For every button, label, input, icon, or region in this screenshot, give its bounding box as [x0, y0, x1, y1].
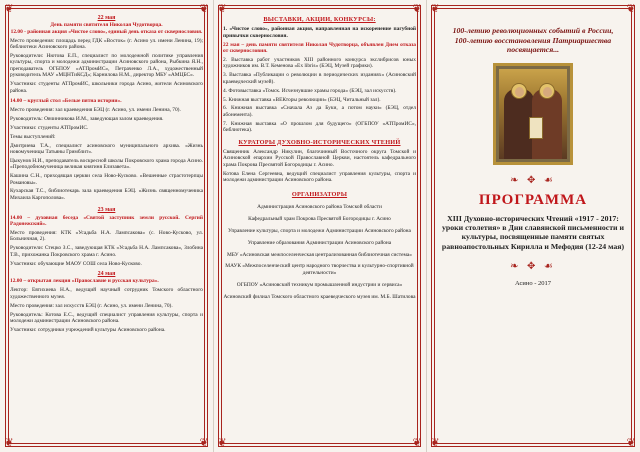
organizer-item: Асиновский филиал Томского областного краеведческого музея им. М.Б. Шатилова — [223, 293, 416, 300]
list-item: 5. Книжная выставка «ВЕКторы революции» (БЭЦ, Читальный зал). — [223, 96, 381, 103]
organizer-item: Администрация Асиновского района Томской области — [257, 203, 382, 210]
event-text: Участники: обучающие МАОУ СОШ села Ново-Кусково. — [10, 260, 142, 267]
event-title: 12.00 - районная акция «Чистое слово», единый день отказа от сквернословия. — [10, 28, 203, 35]
list-item: 7. Книжная выставка «О прошлом для будущего» (ОГБПОУ «АТПромИС», библиотека). — [223, 120, 416, 134]
event-text: Руководители: Стецко З.С., заведующая КТК «Усадьба Н.А. Лампсакова», Злобина Т.В., прихожанка Покровского храма г. Асино. — [10, 245, 203, 258]
corner-ornament-icon: ❦ — [430, 437, 440, 449]
list-item: 2. Выставка работ участников XIII районного конкурса экслибрисов юных художников им. В.Т. Кеменова «Ex libris» (БЭЦ, Музей графики). — [223, 57, 416, 70]
list-item: 22 мая – день памяти святителя Николая Чудотворца, объявлен Днем отказа от сквернословия. — [223, 41, 416, 55]
event-title: 12.00 – открытая лекция «Православие и русская культура». — [10, 278, 159, 285]
list-item: 6. Книжная выставка «Сначала Аз да Буки, а потом науки» (БЭЦ, отдел абонемента). — [223, 105, 416, 118]
list-item: 3. Выставка «Публикации о революции в периодических изданиях» (Асиновский краеведческий музей). — [223, 72, 416, 85]
event-title: День памяти святителя Николая Чудотворца. — [50, 22, 163, 29]
corner-ornament-icon: ❦ — [4, 437, 14, 449]
dedication-line: 100-летию революционных событий в России, — [452, 26, 614, 35]
ornament-divider-icon: ❧ ✥ ☙ — [510, 261, 556, 273]
corner-ornament-icon: ❦ — [626, 437, 636, 449]
event-text: Лектор: Евтихиева Н.А., ведущий научный сотрудник Томского областного художественного музея. — [10, 287, 203, 300]
event-text: Участники: сотрудники учреждений культуры Асиновского района. — [10, 326, 166, 333]
event-text: Кашина С.Н., приходящая церкви села Ново-Кусково. «Вешенные страстотерпцы Романовы». — [10, 173, 203, 186]
left-panel — [0, 0, 213, 452]
face — [543, 87, 552, 97]
event-text: Руководители: Нютова Е.П., специалист по молодежной политике управления культуры, спорта и молодежи администрации Асиновского района, Рыбкина Я.Н., преподаватель ОГБПОУ «АТПромИС», Петраченко Л.А., художественный руководитель МАУ «МЦНТиКСД»; Карнилова Н.М., директор МБУ «АМЦБС». — [10, 53, 203, 79]
event-text: Участники: студенты АТПромИС. — [10, 124, 89, 131]
section-heading: ВЫСТАВКИ, АКЦИИ, КОНКУРСЫ: — [263, 16, 376, 23]
event-text: Место проведения: зал краеведения БЭЦ (г. Асино, ул. имени Ленина, 70). — [10, 106, 181, 113]
dedication — [436, 26, 630, 55]
event-text: Руководитель: Котова Е.С., ведущий специалист управления культуры, спорта и молодежи администрации Асиновского района. — [10, 311, 203, 324]
event-title: 14.00 – круглый стол «Белые пятна истории». — [10, 97, 122, 104]
dedication-line: посвящается... — [506, 45, 560, 54]
section-heading: КУРАТОРЫ ДУХОВНО-ИСТОРИЧЕСКИХ ЧТЕНИЙ — [238, 138, 401, 146]
organizer-item: ОГБПОУ «Асиновский техникум промышленной индустрии и сервиса» — [236, 281, 403, 288]
middle-content — [223, 17, 416, 300]
event-text: Цыкунов Н.И., преподаватель воскресной школы Покровского храма города Асино. «Преподобномученица великая княгиня Елизавета». — [10, 157, 203, 171]
list-item: 1. «Чистое слово», районная акция, направленная на искоренение пагубной привычки сквернословия. — [223, 26, 416, 39]
saints-icon-image — [493, 63, 573, 165]
scroll-icon — [529, 117, 543, 139]
organizer-item: МБУ «Асиновская межпоселенческая централизованная библиотечная система» — [227, 251, 412, 258]
ornament-divider-icon: ❧ ✥ ☙ — [510, 174, 556, 186]
cover-panel — [426, 0, 640, 452]
organizer-item: Кафедральный храм Покрова Пресвятой Богородицы г. Асино — [248, 215, 391, 222]
date-heading: 24 мая — [97, 271, 116, 277]
corner-ornament-icon: ❦ — [412, 437, 422, 449]
event-text: Кухарская Т.С., библиотекарь зала краеведения БЭЦ. «Жизнь священномученика Михаила Каргополова». — [10, 188, 203, 201]
dedication-line: 100-летию восстановления Патриаршества — [454, 35, 612, 45]
middle-panel — [213, 0, 426, 452]
corner-ornament-icon: ❦ — [626, 3, 636, 15]
face — [515, 87, 524, 97]
organizer-item: Управление культуры, спорта и молодежи Администрации Асиновского района — [228, 227, 411, 234]
event-text: Место проведения: КТК «Усадьба Н.А. Лампсакова» (с. Ново-Кусково, ул. Больничная, 2). — [10, 229, 203, 243]
corner-ornament-icon: ❦ — [430, 3, 440, 15]
left-content — [10, 15, 203, 333]
section-heading: ОРГАНИЗАТОРЫ — [291, 190, 348, 198]
curator-text: Священник Александр Никулин, благочинный Восточного округа Томской и Асиновской епархии Русской Православной Церкви, настоятель кафедрального храма Покрова Пресвятой Богородицы г. Асино. — [223, 149, 416, 168]
event-text: Место проведения: площадь перед ГДК «Восток» (г. Асино ул. имени Ленина, 19); библиотеки Асиновского района. — [10, 37, 203, 51]
event-text: Дмитриева Т.А., специалист асиновского муниципального архива. «Жизнь новомученицы Татьяны Гримблит». — [10, 142, 203, 155]
corner-ornament-icon: ❦ — [412, 3, 422, 15]
event-text: Руководитель: Овчинникова И.М., заведующая залом краеведения. — [10, 115, 164, 122]
event-text: Место проведения: зал искусств БЭЦ (г. Асино, ул. имени Ленина, 70). — [10, 302, 173, 309]
icon-painting — [499, 69, 567, 159]
organizer-item: Управление образования Администрации Асиновского района — [247, 239, 392, 246]
date-heading: 23 мая — [97, 207, 116, 214]
corner-ornament-icon: ❦ — [217, 437, 227, 449]
corner-ornament-icon: ❦ — [199, 3, 209, 15]
city-year: Асино - 2017 — [514, 280, 552, 288]
corner-ornament-icon: ❦ — [217, 3, 227, 15]
corner-ornament-icon: ❦ — [4, 3, 14, 15]
event-text: Темы выступлений: — [10, 133, 56, 140]
event-title: 14.00 – духовная беседа «Святой заступник земли русской. Сергий Радонежский». — [10, 214, 203, 228]
program-subtitle: XIII Духовно-исторических Чтений «1917 - 2017: уроки столетия» в Дни славянской письменности и культуры, посвященные памяти святых равноапостольных Кирилла и Мефодия (12-24 мая) — [441, 213, 625, 251]
curator-text: Котова Елена Сергеевна, ведущий специалист управления культуры, спорта и молодежи администрации Асиновского района. — [223, 170, 416, 184]
organizer-item: МАУК «Межпоселенческий центр народного творчества и культурно-спортивной деятельности» — [225, 263, 414, 276]
program-title: ПРОГРАММА — [478, 191, 588, 208]
event-text: Участники: студенты АТПромИС, школьники города Асино, жители Асиновского района. — [10, 81, 203, 94]
list-item: 4. Фотовыставка «Томск. Исчезнувшие храмы города» (БЭЦ, зал искусств). — [223, 87, 397, 94]
corner-ornament-icon: ❦ — [199, 437, 209, 449]
date-heading: 22 мая — [97, 15, 116, 21]
